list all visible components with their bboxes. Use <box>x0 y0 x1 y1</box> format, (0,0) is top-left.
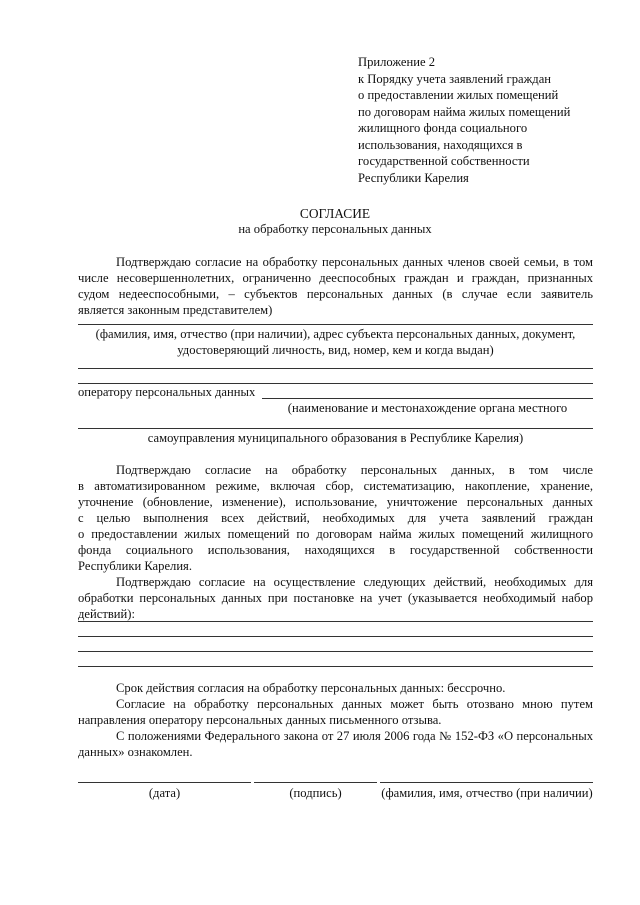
paragraph-line: обработки персональных данных при постановке на учет (указывается необходимый набор <box>78 591 593 605</box>
appendix-line: жилищного фонда социального <box>358 121 528 135</box>
date-caption: (дата) <box>148 786 181 800</box>
appendix-block <box>358 54 570 186</box>
paragraph-line: о предоставлении жилых помещений по договорам найма жилых помещений жилищного <box>78 527 593 541</box>
document-title: СОГЛАСИЕ <box>299 206 371 221</box>
validity-statement: Срок действия согласия на обработку персональных данных: бессрочно. <box>116 681 506 695</box>
subject-caption-line: удостоверяющий личность, вид, номер, кем и когда выдан) <box>177 343 494 357</box>
subject-caption-line: (фамилия, имя, отчество (при наличии), адрес субъекта персональных данных, документ, <box>95 327 576 341</box>
appendix-line: о предоставлении жилых помещений <box>358 88 559 102</box>
appendix-line: использования, находящихся в <box>358 137 523 152</box>
appendix-line: Приложение 2 <box>358 55 436 69</box>
appendix-line: государственной собственности <box>358 154 530 168</box>
actions-fill-line[interactable] <box>78 621 593 622</box>
actions-fill-line[interactable] <box>78 651 593 652</box>
paragraph-line: действий): <box>78 607 135 621</box>
paragraph-line: Подтверждаю согласие на обработку персональных данных, в том числе <box>116 463 593 477</box>
paragraph-line: Республики Карелия. <box>78 559 193 573</box>
date-fill-line[interactable] <box>78 782 251 783</box>
paragraph-line: Подтверждаю согласие на обработку персональных данных членов своей семьи, в том <box>116 255 593 269</box>
subject-fill-line[interactable] <box>78 324 593 325</box>
operator-caption: самоуправления муниципального образования в Республике Карелия) <box>147 431 524 445</box>
paragraph-line: фонда социального использования, находящихся в государственной собственности <box>78 543 593 557</box>
paragraph-line: судом недееспособными, – субъектов персональных данных (в случае если заявитель <box>78 287 593 301</box>
paragraph-line: числе несовершеннолетних, ограниченно дееспособных граждан и граждан, признанных <box>78 271 593 285</box>
paragraph-line: в автоматизированном режиме, включая сбор, систематизацию, накопление, хранение, <box>78 479 593 493</box>
operator-fill-line[interactable] <box>262 398 593 399</box>
appendix-line: Республики Карелия <box>358 170 469 185</box>
paragraph-line: данных» ознакомлен. <box>78 745 193 759</box>
paragraph-line: С положениями Федерального закона от 27 июля 2006 года № 152-ФЗ «О персональных <box>116 729 593 743</box>
signature-fill-line[interactable] <box>254 782 377 783</box>
appendix-line: к Порядку учета заявлений граждан <box>358 71 552 86</box>
actions-fill-line[interactable] <box>78 666 593 667</box>
paragraph-line: с целью выполнения всех действий, необходимых для учета заявлений граждан <box>78 511 593 525</box>
document-subtitle: на обработку персональных данных <box>238 222 432 236</box>
paragraph-line: является законным представителем) <box>78 303 273 317</box>
signature-caption: (подпись) <box>289 786 342 800</box>
name-caption: (фамилия, имя, отчество (при наличии) <box>381 786 593 800</box>
paragraph-line: направления оператору персональных данных письменного отзыва. <box>78 713 442 727</box>
paragraph-line: уточнение (обновление, изменение), использование, уничтожение персональных данных <box>78 495 593 509</box>
subject-fill-line[interactable] <box>78 368 593 369</box>
operator-fill-line[interactable] <box>78 428 593 429</box>
actions-fill-line[interactable] <box>78 636 593 637</box>
paragraph-line: Согласие на обработку персональных данных может быть отозвано мною путем <box>116 697 593 711</box>
operator-caption: (наименование и местонахождение органа местного <box>287 401 568 415</box>
appendix-line: по договорам найма жилых помещений <box>358 104 571 119</box>
operator-label: оператору персональных данных <box>78 385 256 399</box>
paragraph-line: Подтверждаю согласие на осуществление следующих действий, необходимых для <box>116 575 593 589</box>
name-fill-line[interactable] <box>380 782 593 783</box>
